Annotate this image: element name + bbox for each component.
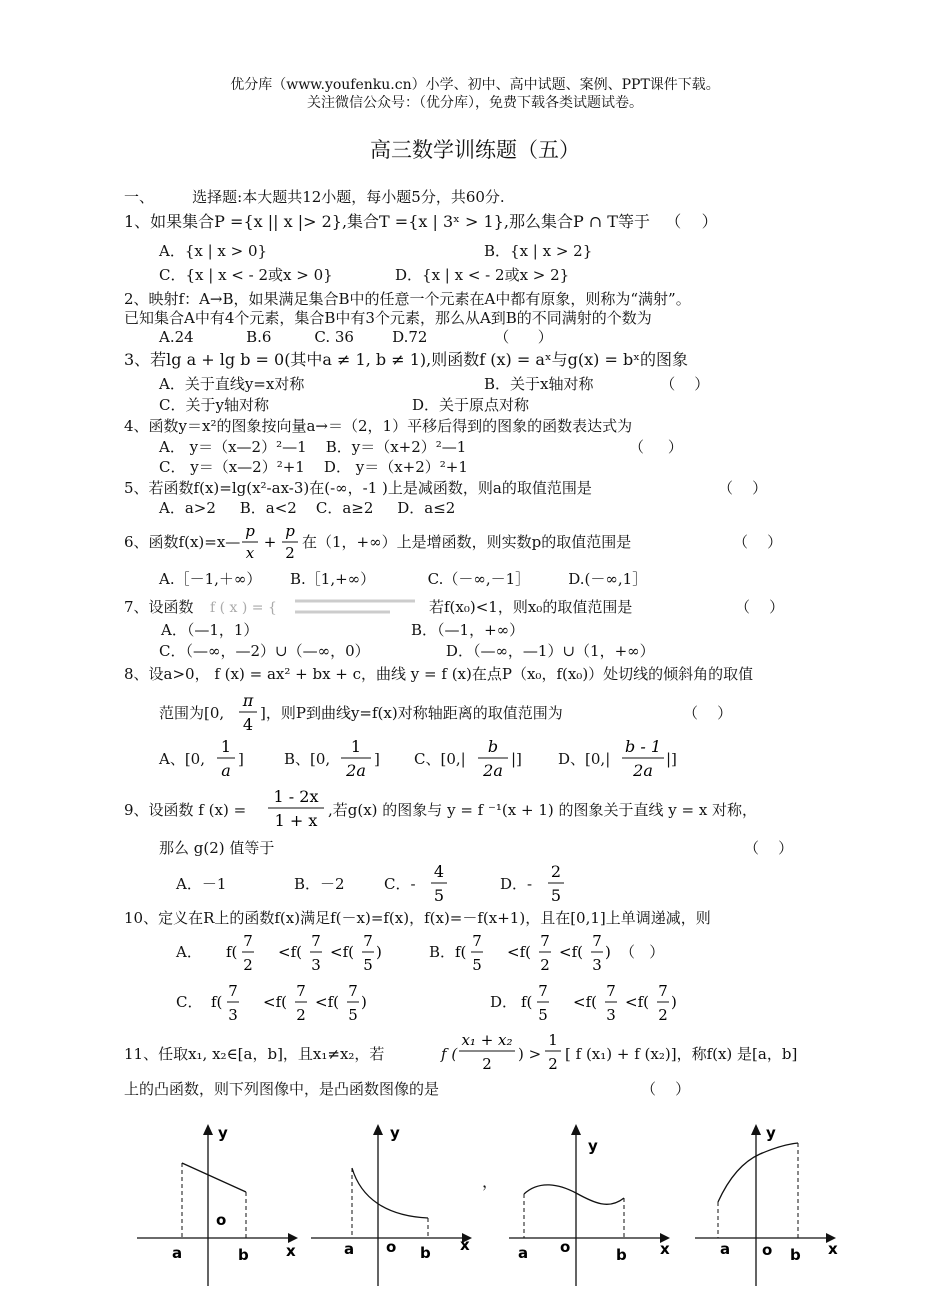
q10-a-num: 7 bbox=[363, 932, 373, 950]
q10-a-num: 7 bbox=[243, 932, 253, 950]
q5-paren: （ ） bbox=[718, 479, 768, 497]
q10-b-fractions bbox=[455, 928, 625, 978]
q7-paren: （ ） bbox=[735, 598, 785, 616]
y-axis-arrow bbox=[571, 1124, 581, 1135]
label-o: o bbox=[762, 1241, 773, 1259]
q10-d-f-prefix: f( bbox=[521, 993, 533, 1011]
graph-option-a bbox=[132, 1118, 307, 1290]
q3-option-a: A．关于直线y=x对称 bbox=[159, 375, 305, 393]
q11-frac1-num: x₁ + x₂ bbox=[461, 1031, 513, 1049]
q9-option-c-pre: C．- bbox=[384, 875, 416, 893]
q8-d-den: 2a bbox=[633, 761, 653, 780]
y-axis-arrow bbox=[203, 1124, 213, 1135]
label-b: b bbox=[238, 1246, 249, 1264]
q6-stem-pre: 6、函数f(x)=x— bbox=[124, 533, 241, 551]
q10-a-f-close: ) bbox=[376, 943, 382, 961]
label-b: b bbox=[420, 1244, 431, 1262]
q10-a-fractions bbox=[226, 928, 396, 978]
q8-a-pre: A、[0, bbox=[159, 750, 205, 768]
q6-fractions bbox=[238, 518, 308, 568]
q9-frac bbox=[264, 784, 328, 834]
q6-frac2-den: 2 bbox=[285, 544, 295, 562]
q8-frac-num: π bbox=[242, 691, 254, 710]
label-y: y bbox=[588, 1137, 598, 1155]
q10-d-f-prefix: <f( bbox=[573, 993, 597, 1011]
q9-option-a: A．－1 bbox=[176, 875, 227, 893]
q10-option-d bbox=[521, 978, 691, 1032]
q10-d-f-close: ) bbox=[671, 993, 677, 1011]
q10-c-f-prefix: <f( bbox=[263, 993, 287, 1011]
q8-pi-over-4 bbox=[236, 688, 260, 738]
q8-frac-den: 4 bbox=[242, 715, 254, 734]
q7-stem-post: 若f(x₀)<1，则x₀的取值范围是 bbox=[429, 598, 633, 616]
q2-line-1: 2、映射f：A→B，如果满足集合B中的任意一个元素在A中都有原象，则称为“满射”。 bbox=[124, 290, 691, 308]
q10-a-label: A． bbox=[176, 943, 202, 961]
q8-b-den: 2a bbox=[346, 761, 366, 780]
q11-f-open: f ( bbox=[441, 1045, 458, 1063]
q7-formula-blur: f ( x ) = { bbox=[210, 600, 277, 616]
q8-c-den: 2a bbox=[483, 761, 503, 780]
q11-frac1-den: 2 bbox=[482, 1055, 492, 1073]
q10-a-f-prefix: <f( bbox=[278, 943, 302, 961]
q6-stem-post: 在（1，+∞）上是增函数，则实数p的取值范围是 bbox=[302, 533, 632, 551]
q10-c-label: C． bbox=[176, 993, 203, 1011]
q1-option-a: A．{x | x > 0} bbox=[159, 242, 268, 260]
label-o: o bbox=[216, 1211, 227, 1229]
q9-line-2: 那么 g(2) 值等于 bbox=[159, 839, 275, 857]
q10-d-num: 7 bbox=[606, 982, 616, 1000]
label-x: x bbox=[828, 1240, 838, 1258]
y-axis-arrow bbox=[751, 1124, 761, 1135]
graph-curve bbox=[352, 1168, 428, 1218]
q8-a-post: ] bbox=[238, 750, 244, 768]
q8-a-num: 1 bbox=[220, 737, 232, 756]
q10-d-den: 3 bbox=[606, 1006, 616, 1024]
label-x: x bbox=[286, 1242, 296, 1260]
q10-b-f-prefix: f( bbox=[455, 943, 467, 961]
q10-b-num: 7 bbox=[540, 932, 550, 950]
q1-option-c: C．{x | x < - 2或x > 0} bbox=[159, 266, 333, 284]
q7-options-cd: C．（—∞，—2）∪（—∞，0） D．（—∞，—1）∪（1，+∞） bbox=[159, 642, 655, 660]
q10-b-f-close: ) bbox=[605, 943, 611, 961]
q8-b-post: ] bbox=[374, 750, 380, 768]
q9-d-num: 2 bbox=[550, 862, 562, 881]
label-y: y bbox=[390, 1124, 400, 1142]
q9-stem-post: ,若g(x) 的图象与 y = f ⁻¹(x + 1) 的图象关于直线 y = x 对称， bbox=[328, 801, 758, 819]
q10-c-den: 2 bbox=[296, 1006, 306, 1024]
q10-option-b bbox=[455, 928, 625, 982]
q8-b-num: 1 bbox=[350, 737, 362, 756]
label-a: a bbox=[720, 1240, 731, 1258]
q2-options: A.24 B.6 C. 36 D.72 （ ） bbox=[159, 328, 553, 346]
q8-line-2-post: ]，则P到曲线y=f(x)对称轴距离的取值范围为 bbox=[260, 704, 563, 722]
q9-c-frac bbox=[428, 859, 450, 909]
q10-d-den: 2 bbox=[658, 1006, 668, 1024]
page-title: 高三数学训练题（五） bbox=[370, 138, 580, 162]
q3-stem: 3、若lg a + lg b = 0(其中a ≠ 1, b ≠ 1),则函数f (x) = aˣ与g(x) = bˣ的图象 bbox=[124, 350, 688, 369]
label-o: o bbox=[386, 1238, 397, 1256]
q8-line-1: 8、设a>0， f (x) = ax² + bx + c，曲线 y = f (x)在点P（x₀，f(x₀)）处切线的倾斜角的取值 bbox=[124, 665, 754, 683]
q9-option-d-pre: D．- bbox=[500, 875, 533, 893]
q10-c-f-prefix: <f( bbox=[315, 993, 339, 1011]
q7-options-ab: A．（—1，1） B．（—1，+∞） bbox=[161, 621, 525, 639]
q10-a-num: 7 bbox=[311, 932, 321, 950]
q10-d-num: 7 bbox=[658, 982, 668, 1000]
graph-option-d bbox=[690, 1118, 865, 1290]
q8-line-2-pre: 范围为[0, bbox=[159, 704, 225, 722]
q10-stem: 10、定义在R上的函数f(x)满足f(－x)=f(x)，f(x)=－f(x+1)，且在[0,1]上单调递减，则 bbox=[124, 909, 711, 927]
q10-b-den: 2 bbox=[540, 956, 550, 974]
q10-d-f-prefix: <f( bbox=[625, 993, 649, 1011]
q10-d-den: 5 bbox=[538, 1006, 548, 1024]
q6-frac1-den: x bbox=[245, 544, 255, 562]
graph-option-c bbox=[504, 1118, 679, 1290]
q8-d-pre: D、[0,| bbox=[558, 750, 611, 768]
graph-curve bbox=[524, 1185, 624, 1204]
q10-c-fractions bbox=[211, 978, 381, 1028]
q11-line-2: 上的凸函数，则下列图像中，是凸函数图像的是 bbox=[124, 1080, 440, 1098]
q10-b-f-prefix: <f( bbox=[559, 943, 583, 961]
q8-c-num: b bbox=[487, 737, 499, 756]
q10-c-num: 7 bbox=[296, 982, 306, 1000]
q10-b-f-prefix: <f( bbox=[507, 943, 531, 961]
q10-d-num: 7 bbox=[538, 982, 548, 1000]
q10-c-den: 5 bbox=[348, 1006, 358, 1024]
q11-frac2 bbox=[542, 1027, 564, 1077]
q4-stem: 4、函数y＝x²的图象按向量a→＝（2，1）平移后得到的图象的函数表达式为 bbox=[124, 417, 633, 435]
q2-line-2: 已知集合A中有4个元素，集合B中有3个元素，那么从A到B的不同满射的个数为 bbox=[124, 309, 652, 327]
q8-b-frac bbox=[338, 734, 374, 784]
q8-paren: （ ） bbox=[683, 704, 733, 722]
label-y: y bbox=[766, 1124, 776, 1142]
q6-plus: + bbox=[263, 533, 277, 551]
header-line-1: 优分库（www.youfenku.cn）小学、初中、高中试题、案例、PPT课件下载。 bbox=[230, 77, 720, 93]
label-y: y bbox=[218, 1124, 228, 1142]
q5-stem: 5、若函数f(x)=lg(x²-ax-3)在(-∞，-1 )上是减函数，则a的取值范围是 bbox=[124, 479, 592, 497]
q8-c-post: |] bbox=[511, 750, 522, 768]
q8-d-num: b - 1 bbox=[625, 737, 661, 756]
label-x: x bbox=[660, 1240, 670, 1258]
q8-a-den: a bbox=[221, 761, 231, 780]
label-b: b bbox=[790, 1246, 801, 1264]
q6-frac1-num: p bbox=[245, 522, 255, 540]
q10-a-den: 2 bbox=[243, 956, 253, 974]
label-a: a bbox=[518, 1244, 529, 1262]
q10-a-f-prefix: f( bbox=[226, 943, 238, 961]
q3-option-d: D．关于原点对称 bbox=[412, 396, 530, 414]
label-b: b bbox=[616, 1246, 627, 1264]
q7-stem-pre: 7、设函数 bbox=[124, 598, 194, 616]
q8-b-pre: B、[0, bbox=[284, 750, 331, 768]
q3-option-b: B．关于x轴对称 （ ） bbox=[484, 375, 710, 393]
q11-stem-post: [ f (x₁) + f (x₂)]，称f(x) 是[a，b] bbox=[565, 1045, 798, 1063]
q8-a-frac bbox=[213, 734, 239, 784]
q11-stem-pre: 11、任取x₁, x₂∈[a，b]，且x₁≠x₂，若 bbox=[124, 1045, 385, 1063]
q9-stem-pre: 9、设函数 f (x) = bbox=[124, 801, 247, 819]
q10-option-a bbox=[226, 928, 396, 982]
q8-c-pre: C、[0,| bbox=[414, 750, 466, 768]
q4-options-cd: C． y＝（x—2）²+1 D． y＝（x+2）²+1 bbox=[159, 458, 468, 476]
q6-options: A.［－1,＋∞） B.［1,+∞） C.（－∞,－1］ D.(－∞,1］ bbox=[159, 570, 648, 588]
q10-c-den: 3 bbox=[228, 1006, 238, 1024]
y-axis-arrow bbox=[373, 1124, 383, 1135]
label-x: x bbox=[460, 1236, 470, 1254]
q10-d-fractions bbox=[521, 978, 691, 1028]
q1-option-b: B．{x | x > 2} bbox=[484, 242, 593, 260]
q6-frac2-num: p bbox=[285, 522, 295, 540]
q11-frac1 bbox=[456, 1027, 518, 1077]
label-a: a bbox=[344, 1240, 355, 1258]
q10-a-f-prefix: <f( bbox=[330, 943, 354, 961]
q9-c-den: 5 bbox=[433, 886, 445, 905]
q10-b-num: 7 bbox=[592, 932, 602, 950]
q11-paren: （ ） bbox=[641, 1080, 691, 1098]
q10-option-c bbox=[211, 978, 381, 1032]
q1-option-d: D．{x | x < - 2或x > 2} bbox=[395, 266, 570, 284]
q11-frac2-den: 2 bbox=[548, 1055, 558, 1073]
q5-options: A．a>2 B．a<2 C．a≥2 D．a≤2 bbox=[159, 499, 456, 517]
q8-d-frac bbox=[618, 734, 668, 784]
q9-paren: （ ） bbox=[744, 839, 794, 857]
q3-option-c: C．关于y轴对称 bbox=[159, 396, 269, 414]
q10-b-label: B． bbox=[429, 943, 456, 961]
q8-d-post: |] bbox=[666, 750, 677, 768]
q10-c-num: 7 bbox=[228, 982, 238, 1000]
q9-d-den: 5 bbox=[550, 886, 562, 905]
label-a: a bbox=[172, 1244, 183, 1262]
section-heading: 一、 选择题:本大题共12小题，每小题5分，共60分. bbox=[124, 188, 505, 206]
q9-num: 1 - 2x bbox=[273, 787, 319, 806]
q4-options-ab: A． y＝（x—2）²—1 B．y＝（x+2）²—1 bbox=[159, 438, 467, 456]
graph-separator: ， bbox=[482, 1172, 499, 1191]
q11-mid: ) > bbox=[518, 1045, 542, 1063]
graph-curve bbox=[718, 1143, 798, 1202]
q9-option-b: B．－2 bbox=[294, 875, 345, 893]
q10-b-num: 7 bbox=[472, 932, 482, 950]
header-line-2: 关注微信公众号：（优分库），免费下载各类试题试卷。 bbox=[307, 95, 643, 111]
q7-piecewise-formula-image bbox=[200, 592, 430, 620]
q10-c-f-prefix: f( bbox=[211, 993, 223, 1011]
q10-b-den: 5 bbox=[472, 956, 482, 974]
q11-frac2-num: 1 bbox=[548, 1031, 558, 1049]
q10-b-den: 3 bbox=[592, 956, 602, 974]
q9-c-num: 4 bbox=[433, 862, 445, 881]
graph-curve bbox=[182, 1163, 246, 1192]
q1-stem: 1、如果集合P ={x || x |> 2},集合T ={x | 3ˣ > 1},那么集合P ∩ T等于 （ ） bbox=[124, 212, 718, 231]
q8-c-frac bbox=[475, 734, 511, 784]
q6-paren: （ ） bbox=[733, 533, 783, 551]
q9-d-frac bbox=[545, 859, 567, 909]
q4-paren: （ ） bbox=[629, 438, 683, 456]
q10-c-num: 7 bbox=[348, 982, 358, 1000]
q10-a-den: 3 bbox=[311, 956, 321, 974]
label-o: o bbox=[560, 1238, 571, 1256]
q10-d-label: D． bbox=[490, 993, 518, 1011]
q10-b-paren: （ ） bbox=[620, 943, 665, 961]
graph-option-b bbox=[306, 1118, 481, 1290]
q10-a-den: 5 bbox=[363, 956, 373, 974]
q9-den: 1 + x bbox=[274, 811, 318, 830]
q10-c-f-close: ) bbox=[361, 993, 367, 1011]
